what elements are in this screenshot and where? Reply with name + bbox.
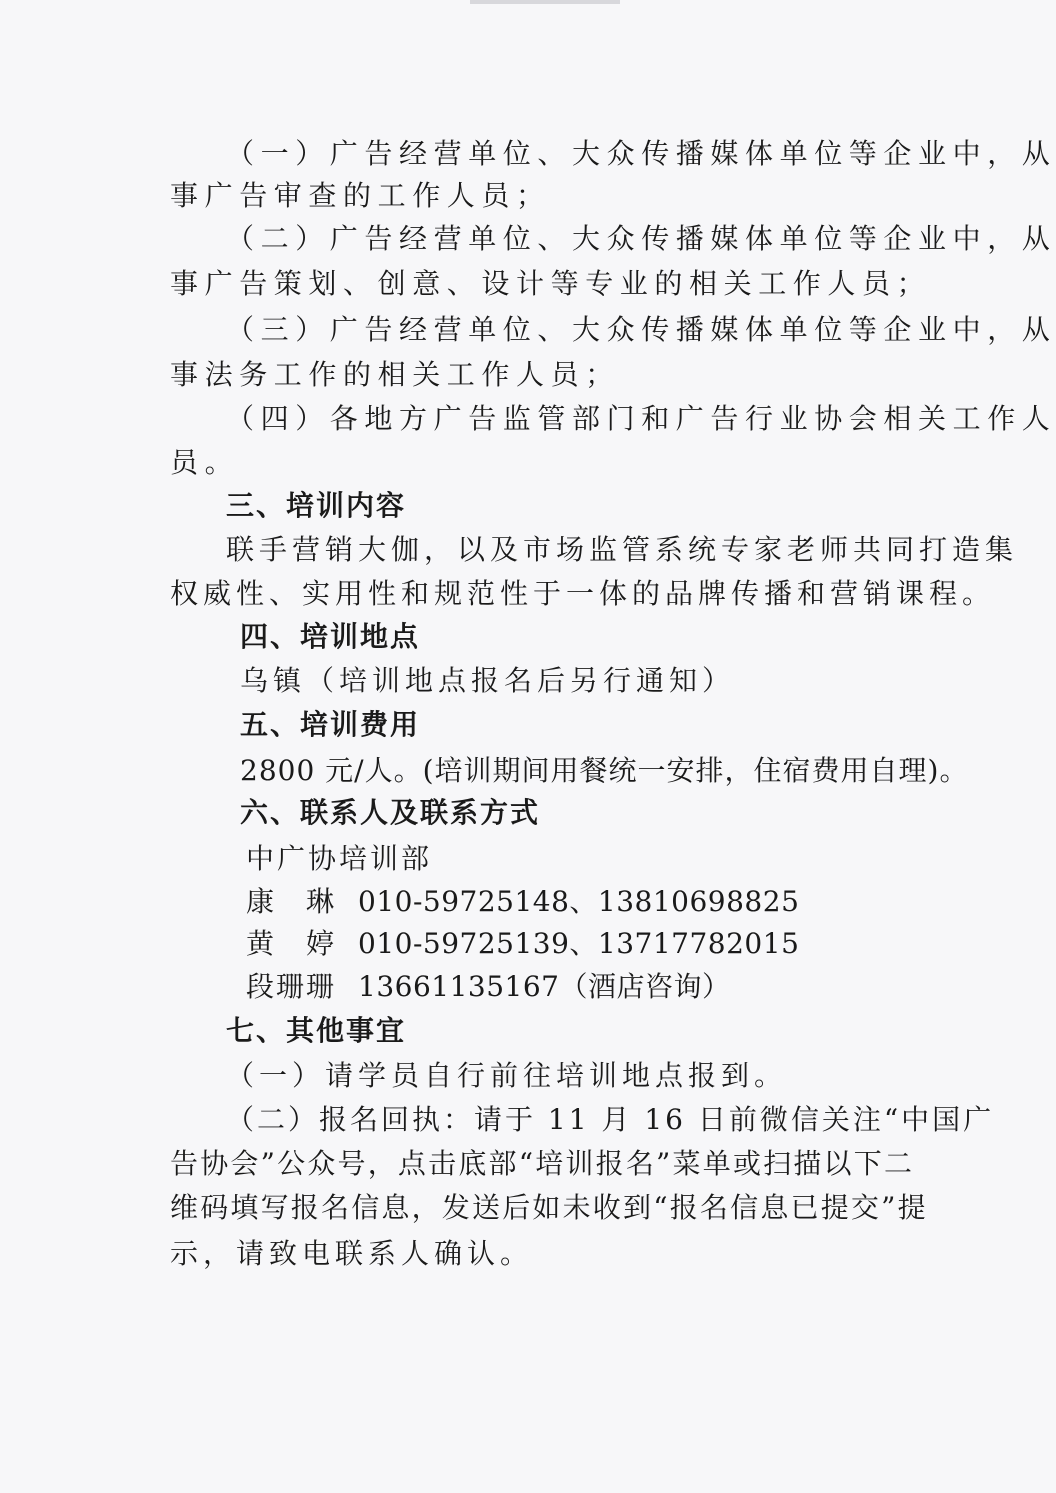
contact-name: 黄 婷: [246, 927, 337, 960]
contact-phone: 13661135167（酒店咨询）: [358, 970, 731, 1003]
section7-item2-line2: 告协会”公众号，点击底部“培训报名”菜单或扫描以下二: [170, 1147, 915, 1180]
eligibility-item2-line1: （二）广告经营单位、大众传播媒体单位等企业中，从: [226, 222, 1056, 255]
section4-heading: 四、培训地点: [240, 620, 421, 653]
section5-heading: 五、培训费用: [240, 708, 421, 741]
section7-item2-line1: （二）报名回执：请于 11 月 16 日前微信关注“中国广: [226, 1103, 995, 1136]
contact-org: 中广协培训部: [246, 842, 433, 875]
section7-item1: （一）请学员自行前往培训地点报到。: [226, 1059, 788, 1092]
contact-name: 康 琳: [246, 885, 337, 918]
section3-line1: 联手营销大伽，以及市场监管系统专家老师共同打造集: [226, 533, 1019, 566]
section6-heading: 六、联系人及联系方式: [240, 796, 541, 829]
section7-item2-line4: 示，请致电联系人确认。: [170, 1237, 534, 1270]
section5-text: 2800 元/人。(培训期间用餐统一安排，住宿费用自理)。: [240, 754, 969, 787]
section3-heading: 三、培训内容: [226, 489, 407, 522]
contact-phone: 010-59725139、13717782015: [358, 927, 800, 960]
contact-row: [246, 924, 799, 964]
contact-row: [246, 882, 799, 922]
eligibility-item3-line2: 事法务工作的相关工作人员；: [170, 358, 620, 391]
section7-heading: 七、其他事宜: [226, 1014, 407, 1047]
eligibility-item1-line2: 事广告审查的工作人员；: [170, 179, 551, 212]
section4-text: 乌镇（培训地点报名后另行通知）: [240, 664, 736, 697]
section3-line2: 权威性、实用性和规范性于一体的品牌传播和营销课程。: [170, 577, 996, 610]
eligibility-item4-line2: 员。: [170, 446, 240, 479]
eligibility-item4-line1: （四）各地方广告监管部门和广告行业协会相关工作人: [226, 402, 1056, 435]
eligibility-item3-line1: （三）广告经营单位、大众传播媒体单位等企业中，从: [226, 313, 1056, 346]
eligibility-item1-line1: （一）广告经营单位、大众传播媒体单位等企业中，从: [226, 137, 1056, 170]
eligibility-item2-line2: 事广告策划、创意、设计等专业的相关工作人员；: [170, 267, 932, 300]
contact-row: [246, 967, 730, 1007]
scan-artifact: [470, 0, 620, 4]
contact-phone: 010-59725148、13810698825: [358, 885, 800, 918]
section7-item2-line3: 维码填写报名信息，发送后如未收到“报名信息已提交”提: [170, 1191, 928, 1224]
contact-name: 段珊珊: [246, 970, 337, 1003]
